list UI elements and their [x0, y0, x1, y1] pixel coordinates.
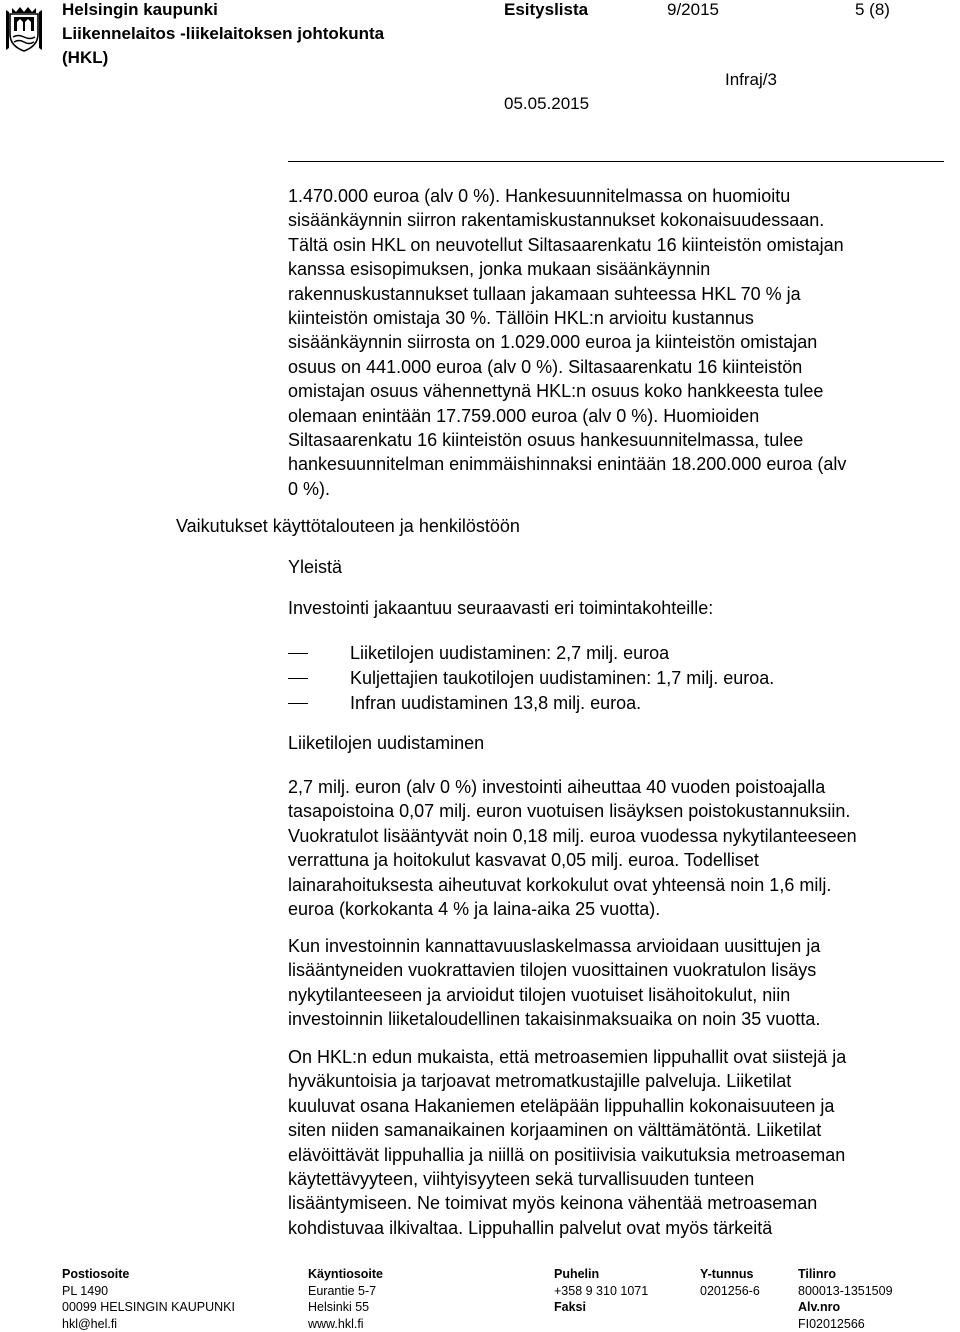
text-line: sisäänkäynnin siirron rakentamiskustannukset kokonaisuudessaan.	[288, 210, 825, 231]
footer-label: Puhelin	[554, 1267, 600, 1281]
footer-postal-address	[62, 1266, 235, 1332]
organization-name: Helsingin kaupunki	[62, 0, 218, 19]
text-line: 2,7 milj. euron (alv 0 %) investointi aiheuttaa 40 vuoden poistoajalla	[288, 777, 826, 797]
text-line: käytettävyyteen, viihtyisyyteen sekä turvallisuuden tunteen	[288, 1169, 755, 1190]
text-line: kuuluvat osana Hakaniemen eteläpään lippuhallin kokonaisuuteen ja	[288, 1095, 835, 1116]
header-divider	[288, 161, 944, 162]
list-item: Kuljettajien taukotilojen uudistaminen: 1,7 milj. euroa.	[288, 666, 774, 690]
text-line: siten niiden samanaikainen korjaaminen on välttämätöntä. Liiketilat	[288, 1120, 822, 1141]
footer-label: Käyntiosoite	[308, 1267, 384, 1281]
text-line: omistajan osuus vähennettynä HKL:n osuus koko hankkeesta tulee	[288, 381, 824, 402]
footer-value: FI02012566	[798, 1316, 865, 1331]
text-line: Vuokratulot lisääntyvät noin 0,18 milj. euroa vuodessa nykytilanteeseen	[288, 825, 857, 846]
footer-value: 800013-1351509	[798, 1283, 893, 1298]
paragraph-payback	[288, 934, 820, 1032]
text-line: kohdistuvaa ilkivaltaa. Lippuhallin palvelut ovat myös tärkeitä	[288, 1217, 773, 1238]
dash-bullet-icon	[288, 703, 308, 704]
footer-value: 00099 HELSINGIN KAUPUNKI	[62, 1300, 235, 1315]
text-line: nykytilanteeseen ja arvioidut tilojen vuotuiset lisähoitokulut, niin	[288, 984, 791, 1005]
text-line: hyväkuntoisia ja tarjoavat metromatkustajille palveluja. Liiketilat	[288, 1071, 792, 1092]
unit-name-line2: (HKL)	[62, 48, 109, 67]
footer-label: Alv.nro	[798, 1300, 841, 1315]
footer-label: Tilinro	[798, 1267, 836, 1281]
footer-value: PL 1490	[62, 1283, 109, 1298]
footer-label: Postiosoite	[62, 1267, 130, 1281]
footer-value: +358 9 310 1071	[554, 1283, 649, 1298]
footer-value: 0201256-6	[700, 1283, 760, 1298]
footer-label: Faksi	[554, 1300, 586, 1315]
text-line: rakennuskustannukset tullaan jakamaan suhteessa HKL 70 % ja	[288, 283, 801, 304]
section-heading: Vaikutukset käyttötalouteen ja henkilöstöön	[176, 516, 520, 536]
footer-visiting-address	[308, 1266, 383, 1332]
text-line: osuus on 441.000 euroa (alv 0 %). Siltasaarenkatu 16 kiinteistön	[288, 356, 803, 377]
investment-intro: Investointi jakaantuu seuraavasti eri toimintakohteille:	[288, 598, 714, 618]
text-line: elävöittävät lippuhallia ja niillä on positiivisia vaikutuksia metroaseman	[288, 1144, 846, 1165]
text-line: sisäänkäynnin siirrosta on 1.029.000 euroa ja kiinteistön omistajan	[288, 332, 818, 353]
footer-account	[798, 1266, 893, 1332]
document-number: 9/2015	[667, 0, 719, 19]
footer-email-link[interactable]: hkl@hel.fi	[62, 1316, 118, 1331]
text-line: 0 %).	[288, 478, 331, 499]
paragraph-retail-costs	[288, 775, 857, 921]
unit-name-line1: Liikennelaitos -liikelaitoksen johtokunta	[62, 24, 385, 43]
footer-business-id	[700, 1266, 760, 1299]
footer-value: Helsinki 55	[308, 1300, 370, 1315]
dash-bullet-icon	[288, 653, 308, 654]
paragraph-cost-sharing	[288, 184, 846, 501]
subheading-retail: Liiketilojen uudistaminen	[288, 733, 485, 753]
page-number: 5 (8)	[855, 0, 890, 19]
text-line: lisääntymiseen. Ne toimivat myös keinona vähentää metroaseman	[288, 1193, 818, 1214]
text-line: lisääntyneiden vuokrattavien tilojen vuosittainen vuokratulon lisäys	[288, 960, 817, 981]
text-line: Kun investoinnin kannattavuuslaskelmassa arvioidaan uusittujen ja	[288, 936, 821, 956]
footer-value: Eurantie 5-7	[308, 1283, 377, 1298]
text-line: investoinnin liiketaloudellinen takaisinmaksuaika on noin 35 vuotta.	[288, 1009, 821, 1030]
meeting-date: 05.05.2015	[504, 94, 590, 113]
text-line: Siltasaarenkatu 16 kiinteistön osuus hankesuunnitelmassa, tulee	[288, 430, 804, 451]
text-line: Tältä osin HKL on neuvotellut Siltasaarenkatu 16 kiinteistön omistajan	[288, 234, 844, 255]
list-item: Infran uudistaminen 13,8 milj. euroa.	[288, 691, 641, 715]
text-line: euroa (korkokanta 4 % ja laina-aika 25 vuotta).	[288, 899, 661, 920]
helsinki-coat-of-arms-logo	[4, 4, 44, 52]
agenda-reference: Infraj/3	[725, 70, 777, 89]
list-item: Liiketilojen uudistaminen: 2,7 milj. euroa	[288, 641, 669, 665]
text-line: hankesuunnitelman enimmäishinnaksi enintään 18.200.000 euroa (alv	[288, 454, 847, 475]
text-line: 1.470.000 euroa (alv 0 %). Hankesuunnitelmassa on huomioitu	[288, 186, 791, 206]
text-line: kiinteistön omistaja 30 %. Tällöin HKL:n arvioitu kustannus	[288, 308, 754, 329]
footer-phone	[554, 1266, 648, 1316]
text-line: kanssa esisopimuksen, jonka mukaan sisäänkäynnin	[288, 259, 711, 280]
text-line: On HKL:n edun mukaista, että metroasemien lippuhallit ovat siistejä ja	[288, 1047, 847, 1067]
subheading-general: Yleistä	[288, 557, 343, 577]
footer-website-link[interactable]: www.hkl.fi	[308, 1316, 364, 1331]
text-line: lainarahoituksesta aiheutuvat korkokulut ovat yhteensä noin 1,6 milj.	[288, 874, 832, 895]
text-line: tasapoistoina 0,07 milj. euron vuotuisen lisäyksen poistokustannuksiin.	[288, 801, 851, 822]
document-type: Esityslista	[504, 0, 589, 19]
text-line: olemaan enintään 17.759.000 euroa (alv 0 %). Huomioiden	[288, 405, 760, 426]
paragraph-benefits	[288, 1045, 846, 1240]
footer-label: Y-tunnus	[700, 1267, 754, 1281]
text-line: verrattuna ja hoitokulut kasvavat 0,05 milj. euroa. Todelliset	[288, 850, 759, 871]
dash-bullet-icon	[288, 678, 308, 679]
